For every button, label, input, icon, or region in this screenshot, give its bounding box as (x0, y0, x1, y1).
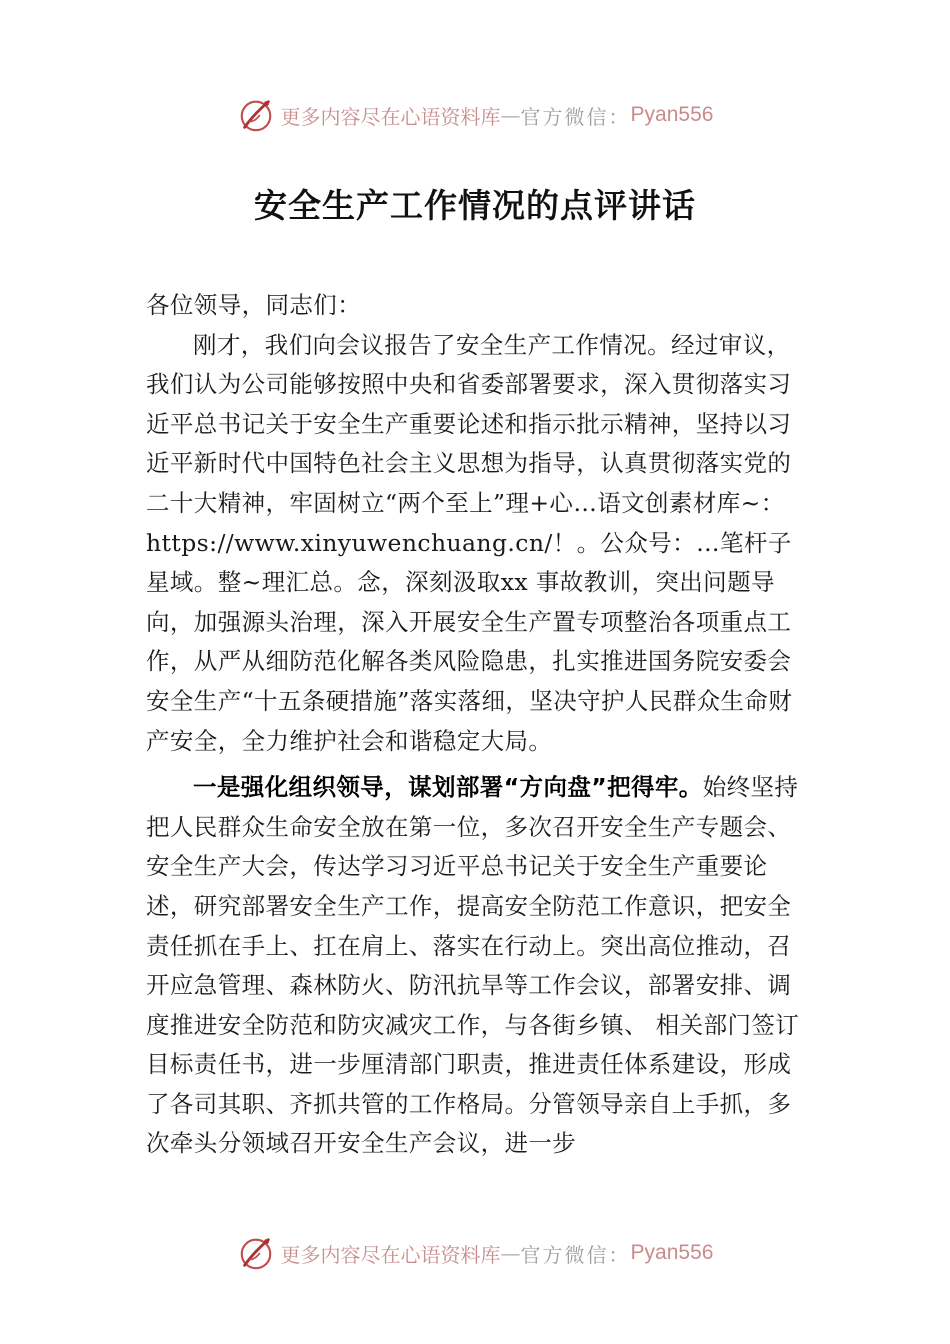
watermark-main: 更多内容尽在心语资料库 (280, 104, 501, 129)
watermark-text (281, 101, 714, 130)
ink-brush-logo-icon (237, 96, 275, 134)
paragraph-2-lead: 一是强化组织领导，谋划部署“方向盘”把得牢。 (193, 773, 703, 802)
watermark-text (281, 1239, 714, 1268)
watermark-label: 官方微信： (520, 1242, 631, 1267)
watermark-separator: — (500, 103, 521, 127)
watermark-main: 更多内容尽在心语资料库 (280, 1242, 501, 1267)
watermark-id: Pyan556 (630, 1241, 714, 1264)
document-title: 安全生产工作情况的点评讲话 (254, 186, 696, 225)
paragraph-1 (146, 326, 814, 762)
document-body (146, 286, 814, 1164)
salutation: 各位领导，同志们： (146, 291, 362, 319)
watermark-banner-bottom (0, 1233, 950, 1273)
ink-brush-logo-icon (237, 1234, 275, 1272)
watermark-label: 官方微信： (520, 104, 631, 129)
paragraph-2-text: 始终坚持把人民群众生命安全放在第一位，多次召开安全生产专题会、安全生产大会，传达学习习近平总书记关于安全生产重要论述，研究部署安全生产工作，提高安全防范工作意识，把安全责任抓在手上、扛在肩上、落实在行动上。突出高位推动，召开应急管理、森林防火、防汛抗旱等工作会议，部署安排、调度推进安全防范和防灾减灾工作，与各街乡镇、 相关部门签订目标责任书，进一步厘清部门职责，推进责任体系建设，形成了各司其职、齐抓共管的工作格局。分管领导亲自上手抓，多次牵头分领域召开安全生产会议，进一步 (146, 773, 800, 1158)
watermark-separator: — (500, 1241, 521, 1265)
watermark-id: Pyan556 (630, 103, 714, 126)
paragraph-2 (146, 768, 814, 1164)
watermark-banner-top (0, 95, 950, 135)
paragraph-1-text: 刚才，我们向会议报告了安全生产工作情况。经过审议， 我们认为公司能够按照中央和省委部署要求，深入贯彻落实习近平总书记关于安全生产重要论述和指示批示精神，坚持以习近平新时代中国特色社会主义思想为指导，认真贯彻落实党的二十大精神，牢固树立“两个至上”理+心…语文创素材库~：https://www.xinyuwenchuang.cn/！。公众号：…笔杆子星域。整~理汇总。念，深刻汲取xx 事故教训，突出问题导向，加强源头治理，深入开展安全生产置专项整治各项重点工作，从严从细防范化解各类风险隐患，扎实推进国务院安委会安全生产“十五条硬措施”落实落细，坚决守护人民群众生命财产安全，全力维护社会和谐稳定大局。 (146, 330, 793, 755)
